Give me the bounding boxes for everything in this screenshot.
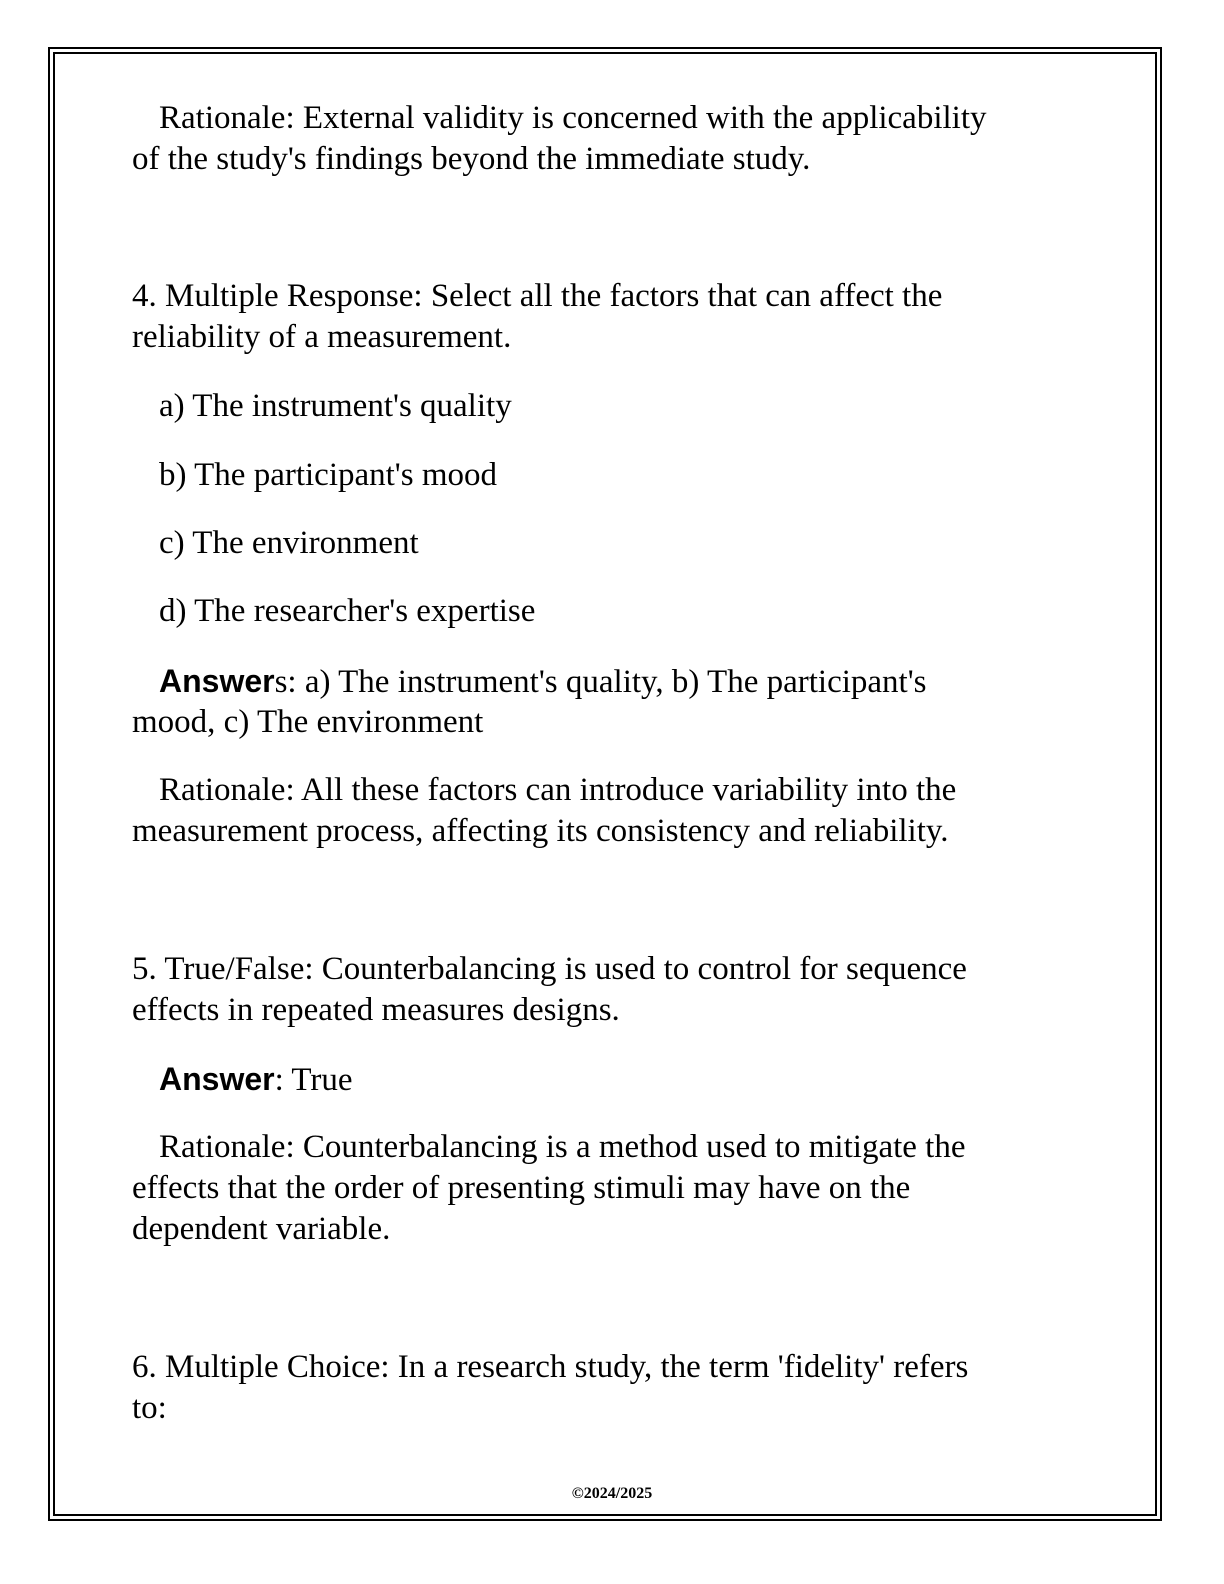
q4-answer-line2: mood, c) The environment [132,704,484,740]
q4-option-b: b) The participant's mood [159,457,498,493]
q6-question-line1: 6. Multiple Choice: In a research study, the term 'fidelity' refers [132,1349,969,1385]
q4-question-line2: reliability of a measurement. [132,319,512,355]
q3-rationale-line2: of the study's findings beyond the immediate study. [132,141,811,177]
q5-rationale-line3: dependent variable. [132,1211,391,1247]
q4-answer-label: Answer [159,663,275,699]
q3-rationale-line1: Rationale: External validity is concerned with the applicability [159,100,987,136]
q5-answer-text: : True [274,1062,353,1098]
q5-rationale-line2: effects that the order of presenting stimuli may have on the [132,1170,911,1206]
q4-rationale-line2: measurement process, affecting its consistency and reliability. [132,813,949,849]
q5-question-line2: effects in repeated measures designs. [132,992,620,1028]
q5-answer-line [159,1059,353,1101]
q4-option-d: d) The researcher's expertise [159,593,536,629]
q4-answer-line1 [159,661,927,703]
q5-answer-label: Answer [159,1061,275,1097]
q5-rationale-line1: Rationale: Counterbalancing is a method used to mitigate the [159,1129,966,1165]
copyright-footer: ©2024/2025 [571,1485,653,1502]
q4-option-c: c) The environment [159,525,419,561]
q4-option-a: a) The instrument's quality [159,388,512,424]
q4-question-line1: 4. Multiple Response: Select all the factors that can affect the [132,278,943,314]
q5-question-line1: 5. True/False: Counterbalancing is used to control for sequence [132,951,967,987]
q4-answer-text: s: a) The instrument's quality, b) The participant's [274,664,927,700]
q6-question-line2: to: [132,1390,167,1426]
q4-rationale-line1: Rationale: All these factors can introduce variability into the [159,772,957,808]
